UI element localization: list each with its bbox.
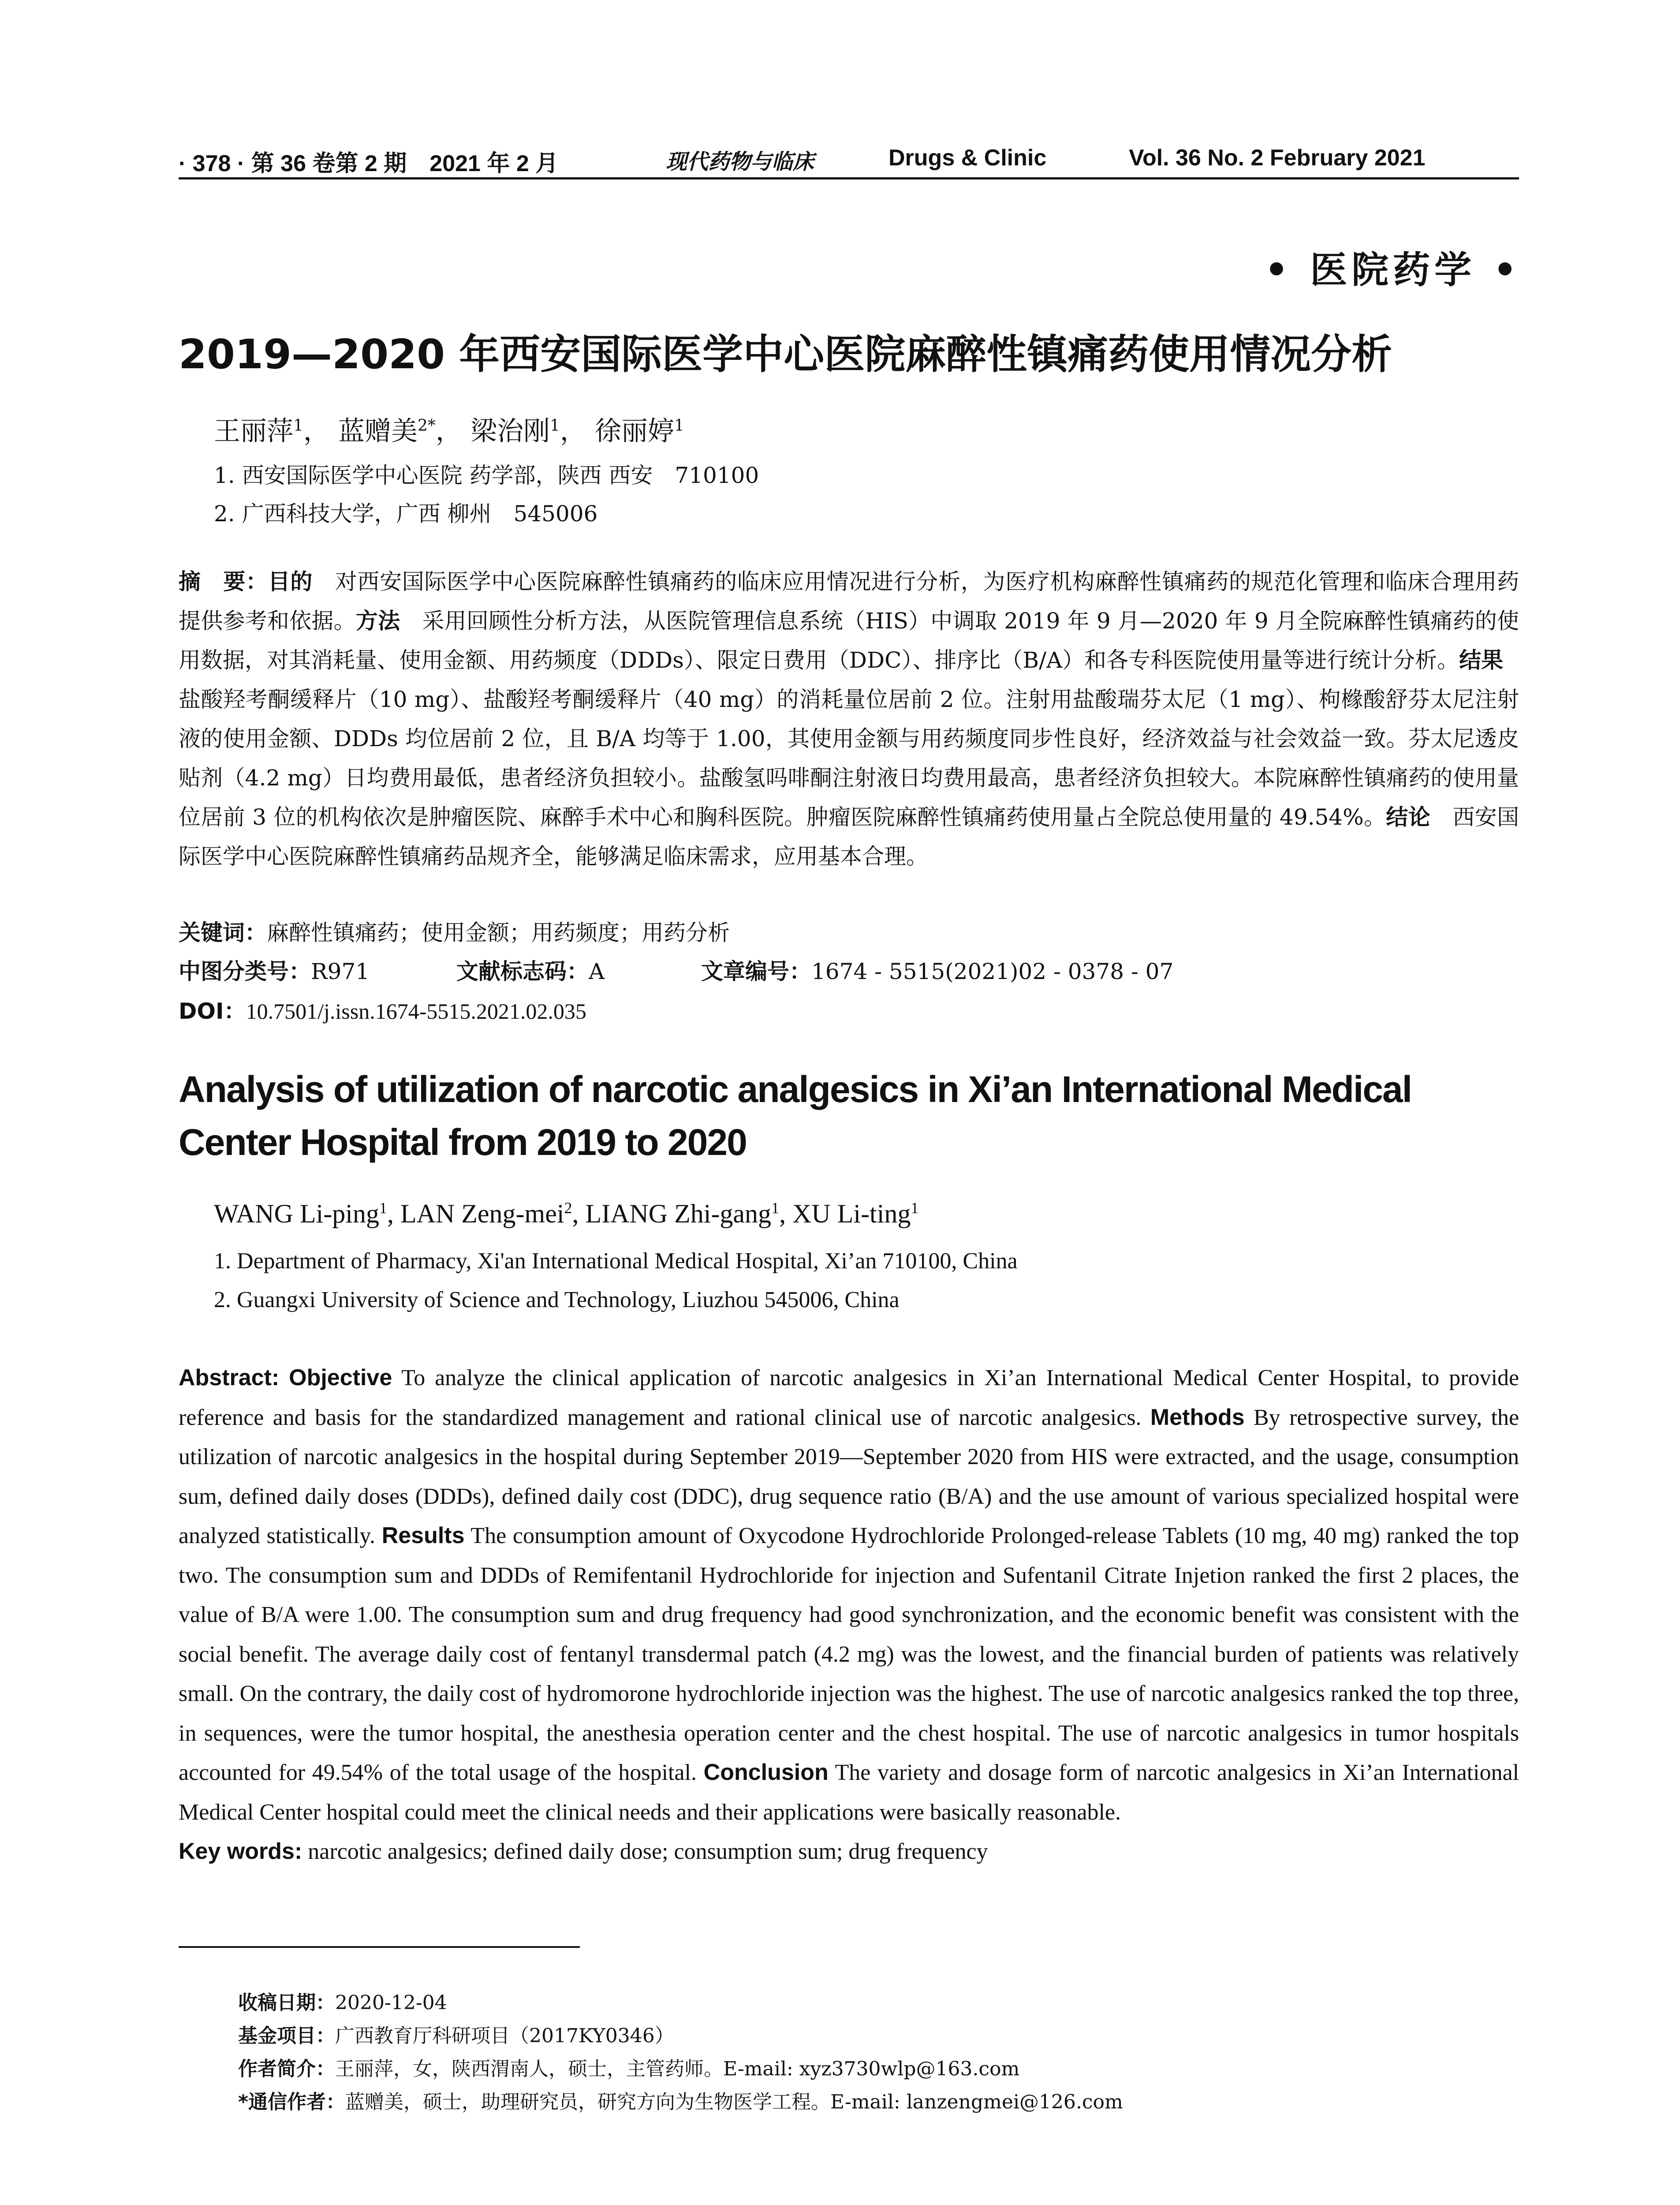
author-sup: 1 xyxy=(674,417,684,435)
abstract-cn-objective: 对西安国际医学中心医院麻醉性镇痛药的临床应用情况进行分析，为医疗机构麻醉性镇痛药的规范化管理和临床合理用药提供参考和依据。 xyxy=(179,569,1519,634)
author-en: WANG Li-ping xyxy=(214,1199,379,1228)
section-tag: • 医院药学 • xyxy=(1265,248,1521,292)
author-cn: 徐丽婷 xyxy=(594,416,674,447)
abstract-en-label: Abstract: xyxy=(179,1365,280,1390)
header-rule xyxy=(179,177,1519,179)
abstract-cn-conclusion-label: 结论 xyxy=(1386,804,1430,830)
footnote-label: *通信作者： xyxy=(238,2091,346,2113)
abstract-en xyxy=(179,1358,1519,1872)
abstract-cn-conclusion: 西安国际医学中心医院麻醉性镇痛药品规齐全，能够满足临床需求，应用基本合理。 xyxy=(179,804,1519,869)
footnote-received xyxy=(238,1987,447,2015)
author-sup: 1 xyxy=(379,1199,387,1217)
footnote-text: 2020-12-04 xyxy=(335,1992,447,2014)
abstract-cn-methods-label: 方法 xyxy=(355,608,400,634)
doc-value: A xyxy=(589,959,605,984)
abstract-cn xyxy=(179,562,1526,876)
author-sup: 1 xyxy=(911,1199,919,1217)
author-cn: 王丽萍 xyxy=(214,416,293,447)
author-sup: 1 xyxy=(549,417,560,435)
author-en: XU Li-ting xyxy=(792,1199,911,1228)
abstract-cn-methods: 采用回顾性分析方法，从医院管理信息系统（HIS）中调取 2019 年 9 月—2020 年 9 月全院麻醉性镇痛药的使用数据，对其消耗量、使用金额、用药频度（DDDs）、限定日费用（DDC）、排序比（B/A）和各专科医院使用量等进行统计分析。 xyxy=(179,608,1519,673)
footnote-label: 收稿日期： xyxy=(238,1992,335,2014)
title-cn: 2019—2020 年西安国际医学中心医院麻醉性镇痛药使用情况分析 xyxy=(179,331,1393,378)
keywords-cn-label: 关键词： xyxy=(179,920,267,946)
abstract-en-objective-label: Objective xyxy=(289,1365,392,1390)
author-cn: 梁治刚 xyxy=(470,416,550,447)
clc-label: 中图分类号： xyxy=(179,959,311,984)
abstract-en-results: The consumption amount of Oxycodone Hydrochloride Prolonged-release Tablets (10 mg, 40 mg) ranked the top two. The consumption sum and DDDs of Remifentanil Hydrochloride for injection and Sufentanil Citrate Injetion ranked the first 2 places, the value of B/A were 1.00. The consumption sum and drug frequency had good synchronization, and the economic benefit was consistent with the social benefit. The average daily cost of fentanyl transdermal patch (4.2 mg) was the lowest, and the financial burden of patients was relatively small. On the contrary, the daily cost of hydromorone hydrochloride injection was the highest. The use of narcotic analgesics ranked the top three, in sequences, were the tumor hospital, the anesthesia operation center and the chest hospital. The use of narcotic analgesics in tumor hospitals accounted for 49.54% of the total usage of the hospital. xyxy=(179,1523,1519,1785)
title-en: Analysis of utilization of narcotic analgesics in Xi’an International Medical Center Hospital from 2019 to 2020 xyxy=(179,1069,1411,1163)
doi-label: DOI： xyxy=(179,998,246,1024)
doi-link[interactable]: 10.7501/j.issn.1674-5515.2021.02.035 xyxy=(246,999,586,1024)
running-header-journal-en: Drugs & Clinic xyxy=(889,145,1047,171)
footnote-text: 广西教育厅科研项目（2017KY0346） xyxy=(335,2025,674,2047)
affiliation-cn: 2. 广西科技大学，广西 柳州 545006 xyxy=(214,501,598,527)
footnote-rule xyxy=(179,1946,580,1948)
abstract-en-conclusion-label: Conclusion xyxy=(703,1760,829,1785)
footnote-funding xyxy=(238,2020,674,2048)
running-header-page: · 378 · 第 36 卷第 2 期 2021 年 2 月 xyxy=(179,151,559,176)
running-header xyxy=(179,140,1519,176)
authors-en: WANG Li-ping$^1$, LAN Zeng-mei$^2$, LIANG Zhi-gang$^1$, XU Li-ting$^1$ xyxy=(214,1199,919,1228)
footnote-text: 蓝赠美，硕士，助理研究员，研究方向为生物医学工程。E-mail: lanzengmei@126.com xyxy=(345,2091,1123,2113)
abstract-cn-objective-label: 目的 xyxy=(268,569,313,594)
abstract-en-objective: To analyze the clinical application of narcotic analgesics in Xi’an International Medical Center Hospital, to provide reference and basis for the standardized management and rational clinical use of narcotic analgesics. xyxy=(179,1365,1519,1430)
footnote-text: 王丽萍，女，陕西渭南人，硕士，主管药师。E-mail: xyz3730wlp@163.com xyxy=(335,2058,1020,2080)
author-sup: 2 xyxy=(564,1199,572,1217)
article-value: 1674 - 5515(2021)02 - 0378 - 07 xyxy=(811,959,1174,984)
footnote-label: 基金项目： xyxy=(238,2025,335,2047)
doi xyxy=(179,994,586,1025)
abstract-cn-results-label: 结果 xyxy=(1459,647,1504,673)
keywords-en-text: narcotic analgesics; defined daily dose; consumption sum; drug frequency xyxy=(302,1839,988,1864)
abstract-cn-label: 摘 要： xyxy=(179,569,268,594)
author-en: LAN Zeng-mei xyxy=(400,1199,564,1228)
article-number xyxy=(701,954,1173,986)
affiliation-en: 1. Department of Pharmacy, Xi'an International Medical Hospital, Xi’an 710100, China xyxy=(214,1248,1018,1274)
footnote-author-bio xyxy=(238,2053,1019,2081)
abstract-en-methods: By retrospective survey, the utilization of narcotic analgesics in the hospital during September 2019—September 2020 from HIS were extracted, and the usage, consumption sum, defined daily doses (DDDs), defined daily cost (DDC), drug sequence ratio (B/A) and the use amount of various specialized hospital were analyzed statistically. xyxy=(179,1405,1519,1548)
author-sup: 1 xyxy=(771,1199,780,1217)
author-sup: 1 xyxy=(293,417,303,435)
affiliation-en: 2. Guangxi University of Science and Technology, Liuzhou 545006, China xyxy=(214,1287,900,1312)
abstract-cn-results: 盐酸羟考酮缓释片（10 mg）、盐酸羟考酮缓释片（40 mg）的消耗量位居前 2 位。注射用盐酸瑞芬太尼（1 mg）、枸橼酸舒芬太尼注射液的使用金额、DDDs 均位居前 2 位，且 B/A 均等于 1.00，其使用金额与用药频度同步性良好，经济效益与社会效益一致。芬太尼透皮贴剂（4.2 mg）日均费用最低，患者经济负担较小。盐酸氢吗啡酮注射液日均费用最高，患者经济负担较大。本院麻醉性镇痛药的使用量位居前 3 位的机构依次是肿瘤医院、麻醉手术中心和胸科医院。肿瘤医院麻醉性镇痛药使用量占全院总使用量的 49.54%。 xyxy=(179,647,1526,830)
abstract-en-methods-label: Methods xyxy=(1150,1404,1245,1430)
keywords-cn xyxy=(179,915,730,947)
article-label: 文章编号： xyxy=(701,959,811,984)
keywords-cn-text: 麻醉性镇痛药；使用金额；用药频度；用药分析 xyxy=(267,920,730,946)
classification-line xyxy=(179,954,1369,984)
author-cn: 蓝赠美 xyxy=(338,416,418,447)
author-sup: 2* xyxy=(417,417,436,435)
authors-cn: 王丽萍$^1$， 蓝赠美$^{2*}$， 梁治刚$^1$， 徐丽婷$^1$ xyxy=(214,416,684,447)
clc-value: R971 xyxy=(311,959,370,984)
abstract-en-conclusion: The variety and dosage form of narcotic analgesics in Xi’an International Medical Center hospital could meet the clinical needs and their applications were basically reasonable. xyxy=(179,1760,1519,1825)
footnote-label: 作者简介： xyxy=(238,2058,335,2080)
doc-label: 文献标志码： xyxy=(456,959,589,984)
author-en: LIANG Zhi-gang xyxy=(585,1199,772,1228)
abstract-en-results-label: Results xyxy=(381,1523,465,1548)
running-header-journal-cn: 现代药物与临床 xyxy=(666,149,814,174)
affiliation-cn: 1. 西安国际医学中心医院 药学部，陕西 西安 710100 xyxy=(214,463,759,488)
footnote-corresponding xyxy=(238,2086,1123,2114)
keywords-en-label: Key words: xyxy=(179,1839,302,1864)
running-header-issue: Vol. 36 No. 2 February 2021 xyxy=(1129,145,1426,171)
clc-number xyxy=(179,954,370,986)
document-code xyxy=(456,954,605,986)
